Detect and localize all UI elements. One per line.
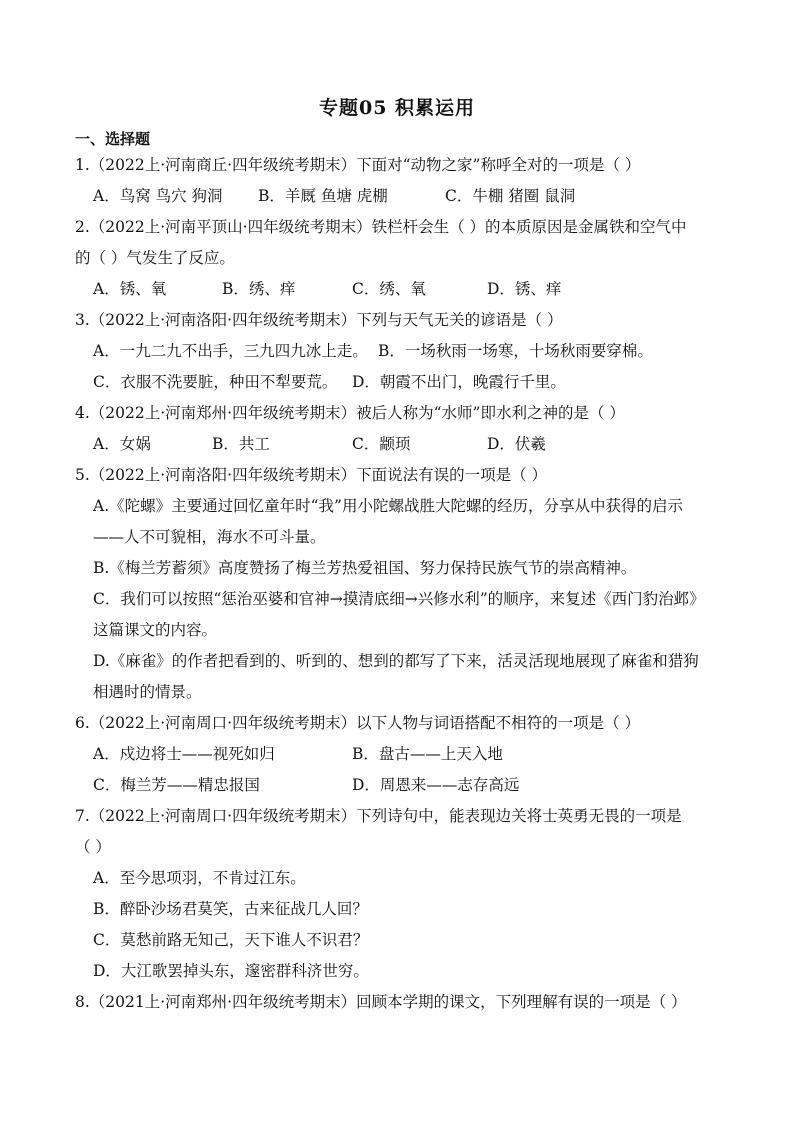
option-continued: ——人不可貌相，海水不可斗量。 — [93, 528, 326, 546]
question-stem: 3.（2022上·河南洛阳·四年级统考期末）下列与天气无关的谚语是（ ） — [75, 311, 563, 329]
option: D．锈、痒 — [487, 280, 562, 298]
option: B．绣、痒 — [222, 280, 296, 298]
option: A．女娲 — [93, 435, 151, 453]
option: C．绣、氧 — [352, 280, 426, 298]
option: D.《麻雀》的作者把看到的、听到的、想到的都写了下来，活灵活现地展现了麻雀和猎狗 — [93, 652, 699, 670]
question-stem: 2.（2022上·河南平顶山·四年级统考期末）铁栏杆会生（ ）的本质原因是金属铁和空气中 — [75, 218, 687, 236]
option: B．共工 — [212, 435, 270, 453]
question-stem: 5.（2022上·河南洛阳·四年级统考期末）下面说法有误的一项是（ ） — [75, 466, 548, 484]
option: C．莫愁前路无知己，天下谁人不识君？ — [93, 931, 369, 949]
option: D．伏羲 — [487, 435, 546, 453]
question-stem: 4.（2022上·河南郑州·四年级统考期末）被后人称为“水师”即水利之神的是（ ） — [75, 404, 625, 422]
option: B．盘古——上天入地 — [352, 745, 503, 763]
question-stem: 1.（2022上·河南商丘·四年级统考期末）下面对“动物之家”称呼全对的一项是（ ） — [75, 156, 641, 174]
option: C．梅兰芳——精忠报国 — [93, 776, 260, 794]
question-stem-continued: 的（ ）气发生了反应。 — [75, 249, 235, 267]
page-title: 专题05 积累运用 — [318, 97, 476, 119]
option: D．大江歌罢掉头东，邃密群科济世穷。 — [93, 962, 369, 980]
option: B．一场秋雨一场寒，十场秋雨要穿棉。 — [378, 342, 653, 360]
question-stem: 8.（2021上·河南郑州·四年级统考期末）回顾本学期的课文，下列理解有误的一项是（ ） — [75, 993, 687, 1011]
option: A．戍边将士——视死如归 — [93, 745, 275, 763]
option-continued: 相遇时的情景。 — [93, 683, 202, 701]
option: B.《梅兰芳蓄须》高度赞扬了梅兰芳热爱祖国、努力保持民族气节的崇高精神。 — [93, 559, 637, 577]
option: A.《陀螺》主要通过回忆童年时“我”用小陀螺战胜大陀螺的经历，分享从中获得的启示 — [93, 497, 683, 515]
question-stem: 7.（2022上·河南周口·四年级统考期末）下列诗句中，能表现边关将士英勇无畏的一项是 — [75, 807, 682, 825]
option: A．鸟窝 鸟穴 狗洞 — [93, 187, 223, 205]
question-stem: 6.（2022上·河南周口·四年级统考期末）以下人物与词语搭配不相符的一项是（ ） — [75, 714, 641, 732]
option: C．牛棚 猪圈 鼠洞 — [445, 187, 576, 205]
option: C．衣服不洗要脏，种田不犁要荒。 — [93, 373, 338, 391]
option: C．我们可以按照“惩治巫婆和官神→摸清底细→兴修水利”的顺序，来复述《西门豹治邺》 — [93, 590, 705, 608]
option: D．朝霞不出门，晚霞行千里。 — [352, 373, 566, 391]
section-heading: 一、选择题 — [75, 130, 151, 148]
option: D．周恩来——志存高远 — [352, 776, 520, 794]
option: A．至今思项羽，不肯过江东。 — [93, 869, 306, 887]
option-continued: 这篇课文的内容。 — [93, 621, 218, 639]
question-stem-continued: （ ） — [75, 838, 111, 856]
option: B．醉卧沙场君莫笑，古来征战几人回？ — [93, 900, 368, 918]
option: A．一九二九不出手，三九四九冰上走。 — [93, 342, 368, 360]
option: A．锈、氧 — [93, 280, 167, 298]
option: C．颛顼 — [352, 435, 411, 453]
option: B．羊厩 鱼塘 虎棚 — [258, 187, 388, 205]
